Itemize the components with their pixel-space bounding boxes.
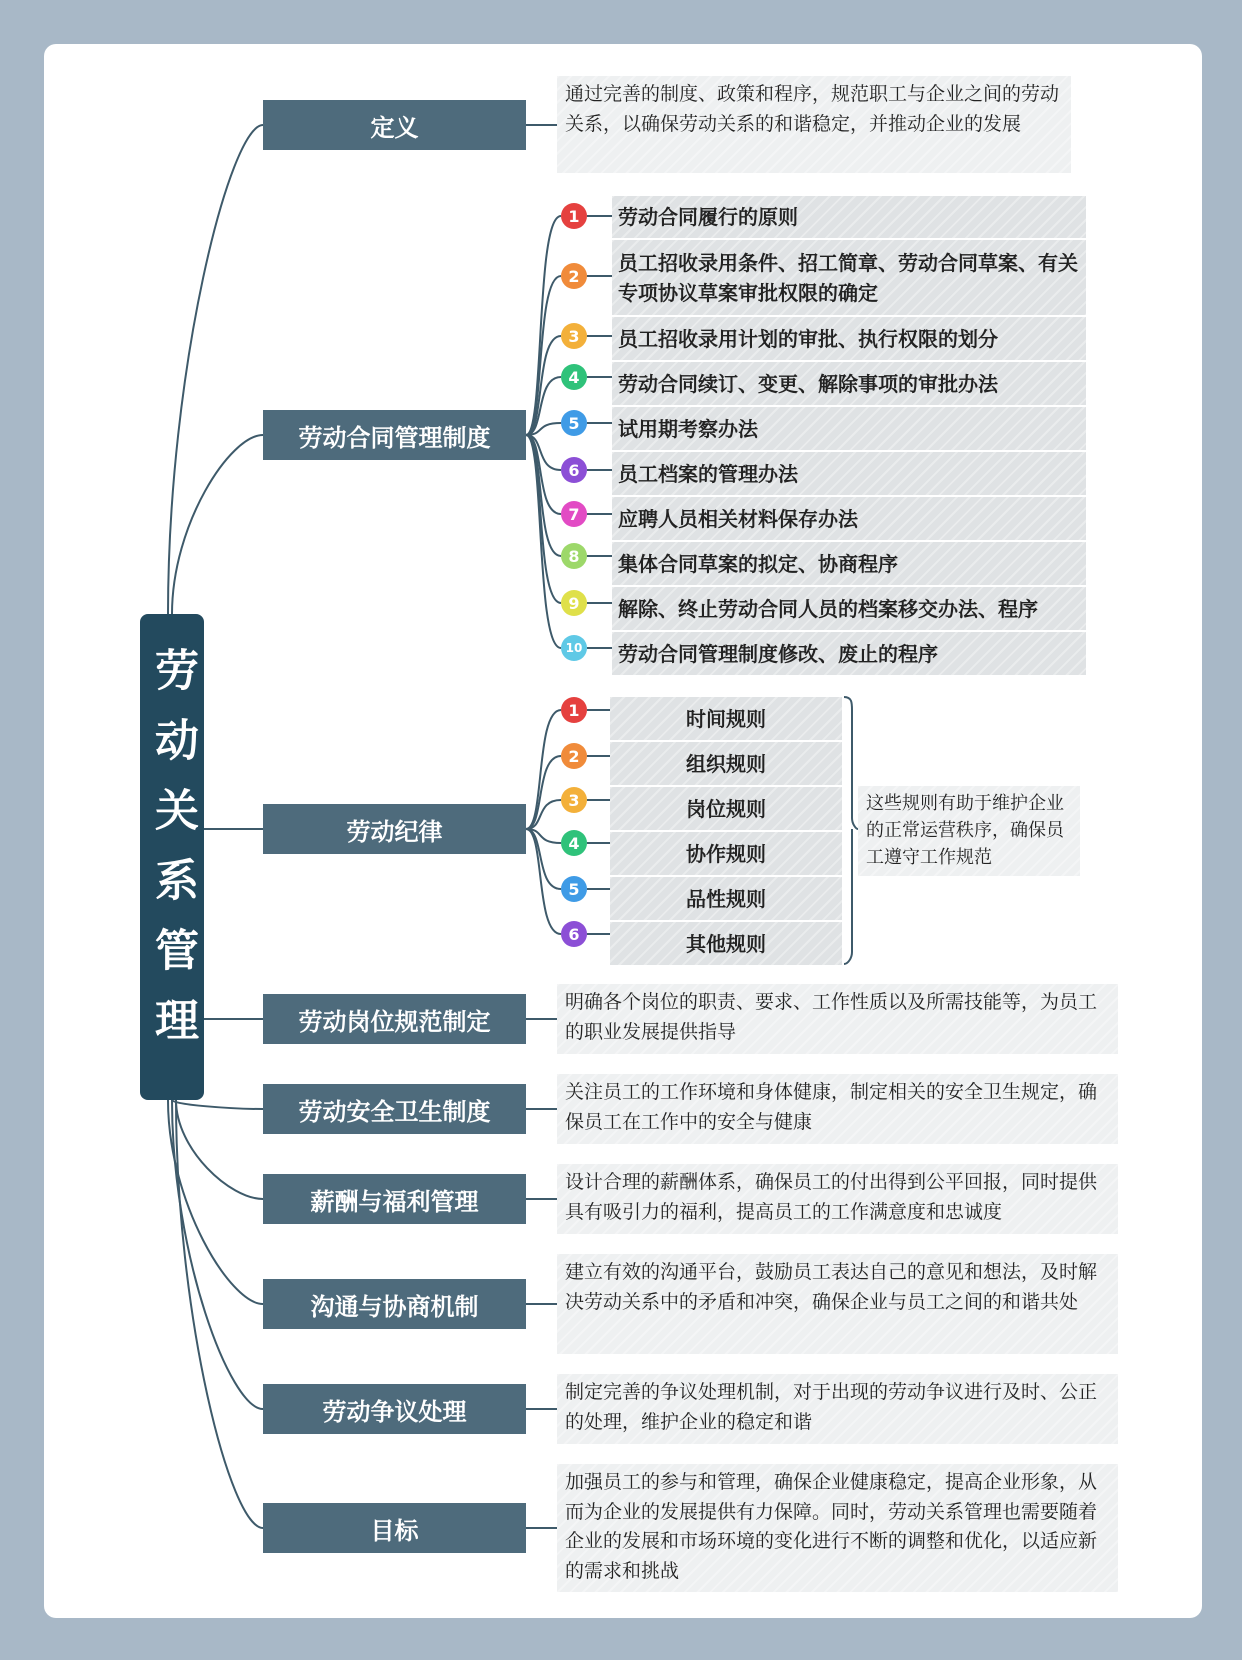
- goal-desc: 加强员工的参与和管理，确保企业健康稳定，提高企业形象，从而为企业的发展提供有力保障。同时，劳动关系管理也需要随着企业的发展和市场环境的变化进行不断的调整和优化，以适应新的需求和挑战: [557, 1464, 1118, 1592]
- branch-job-specification: [263, 994, 526, 1044]
- contract-item: [612, 587, 1086, 630]
- branch-label: 劳动岗位规范制定: [298, 1007, 491, 1036]
- root-connector: [176, 1100, 263, 1528]
- contract-item-text: 集体合同草案的拟定、协商程序: [618, 551, 898, 576]
- root-node: [140, 614, 204, 1100]
- number-badge: 1: [561, 203, 587, 229]
- contract-item: [612, 542, 1086, 585]
- number-badge: 2: [561, 743, 587, 769]
- job-spec-desc: 明确各个岗位的职责、要求、工作性质以及所需技能等，为员工的职业发展提供指导: [557, 984, 1118, 1054]
- branch-label: 劳动争议处理: [322, 1397, 467, 1426]
- communication-desc: 建立有效的沟通平台，鼓励员工表达自己的意见和想法，及时解决劳动关系中的矛盾和冲突，确保企业与员工之间的和谐共处: [557, 1254, 1118, 1354]
- root-connector: [172, 435, 263, 614]
- branch-label: 定义: [370, 113, 419, 142]
- discipline-item: [610, 832, 842, 875]
- number-badge: 3: [561, 323, 587, 349]
- discipline-item: [610, 877, 842, 920]
- contract-item-text: 劳动合同履行的原则: [618, 205, 798, 229]
- contract-item-text: 劳动合同续订、变更、解除事项的审批办法: [618, 371, 998, 396]
- branch-definition: [263, 100, 526, 150]
- branch-label: 薪酬与福利管理: [310, 1187, 479, 1216]
- branch-safety-health: [263, 1084, 526, 1134]
- note-bracket: [844, 697, 858, 964]
- discipline-item-text: 协作规则: [686, 841, 766, 866]
- contract-item-text: 员工档案的管理办法: [618, 461, 798, 486]
- branch-compensation-benefits: [263, 1174, 526, 1224]
- discipline-item: [610, 787, 842, 830]
- contract-item-text: 劳动合同管理制度修改、废止的程序: [618, 641, 938, 666]
- root-connector: [176, 1100, 263, 1199]
- discipline-item: [610, 697, 842, 740]
- discipline-item-text: 品性规则: [686, 886, 766, 911]
- contract-item: [612, 632, 1086, 675]
- number-badge: 6: [561, 921, 587, 947]
- compensation-desc: 设计合理的薪酬体系，确保员工的付出得到公平回报，同时提供具有吸引力的福利，提高员工的工作满意度和忠诚度: [557, 1164, 1118, 1234]
- contract-item-text: 解除、终止劳动合同人员的档案移交办法、程序: [618, 596, 1038, 621]
- contract-item: [612, 452, 1086, 495]
- contract-item: [612, 497, 1086, 540]
- branch-label: 劳动合同管理制度: [298, 423, 491, 452]
- number-badge: 2: [561, 263, 587, 289]
- contract-connector: [526, 336, 561, 435]
- contract-item: [612, 362, 1086, 405]
- discipline-item-text: 其他规则: [686, 931, 766, 956]
- contract-connector: [526, 435, 561, 556]
- safety-desc: 关注员工的工作环境和身体健康，制定相关的安全卫生规定，确保员工在工作中的安全与健康: [557, 1074, 1118, 1144]
- discipline-item-text: 岗位规则: [686, 796, 766, 821]
- number-badge: 8: [561, 543, 587, 569]
- number-badge: 5: [561, 410, 587, 436]
- branch-label: 目标: [370, 1516, 419, 1545]
- root-connector: [168, 125, 263, 614]
- branch-label: 劳动安全卫生制度: [298, 1097, 491, 1126]
- contract-item: [612, 317, 1086, 360]
- contract-item-text: 应聘人员相关材料保存办法: [618, 506, 858, 531]
- number-badge: 4: [561, 830, 587, 856]
- branch-communication: [263, 1279, 526, 1329]
- root-title: 劳动关系管理: [147, 647, 198, 1067]
- discipline-item-text: 组织规则: [686, 751, 766, 776]
- contract-item: [612, 240, 1086, 315]
- definition-desc: 通过完善的制度、政策和程序，规范职工与企业之间的劳动关系，以确保劳动关系的和谐稳定，并推动企业的发展: [557, 76, 1071, 173]
- root-connector: [172, 1100, 263, 1109]
- discipline-connector: [526, 756, 561, 829]
- number-badge: 4: [561, 364, 587, 390]
- contract-item-text: 员工招收录用计划的审批、执行权限的划分: [618, 326, 998, 351]
- number-badge: 5: [561, 876, 587, 902]
- discipline-item: [610, 922, 842, 965]
- branch-label: 劳动纪律: [346, 817, 443, 846]
- number-badge: 6: [561, 457, 587, 483]
- discipline-connector: [526, 829, 561, 934]
- contract-item: [612, 196, 1086, 238]
- discipline-note: 这些规则有助于维护企业的正常运营秩序，确保员工遵守工作规范: [858, 786, 1080, 876]
- branch-label: 沟通与协商机制: [310, 1292, 479, 1321]
- number-badge: 1: [561, 697, 587, 723]
- contract-item-text: 试用期考察办法: [618, 416, 758, 441]
- branch-contract-management: [263, 410, 526, 460]
- discipline-item: [610, 742, 842, 785]
- branch-labor-discipline: [263, 804, 526, 854]
- branch-goal: [263, 1503, 526, 1553]
- number-badge: 9: [561, 590, 587, 616]
- number-badge: 7: [561, 501, 587, 527]
- number-badge: 3: [561, 787, 587, 813]
- contract-item-text: 员工招收录用条件、招工简章、劳动合同草案、有关专项协议草案审批权限的确定: [618, 250, 1078, 305]
- contract-connector: [526, 435, 561, 514]
- discipline-item-text: 时间规则: [686, 706, 766, 731]
- branch-dispute-handling: [263, 1384, 526, 1434]
- contract-item: [612, 407, 1086, 450]
- number-badge: 10: [561, 635, 587, 661]
- dispute-desc: 制定完善的争议处理机制，对于出现的劳动争议进行及时、公正的处理，维护企业的稳定和谐: [557, 1374, 1118, 1444]
